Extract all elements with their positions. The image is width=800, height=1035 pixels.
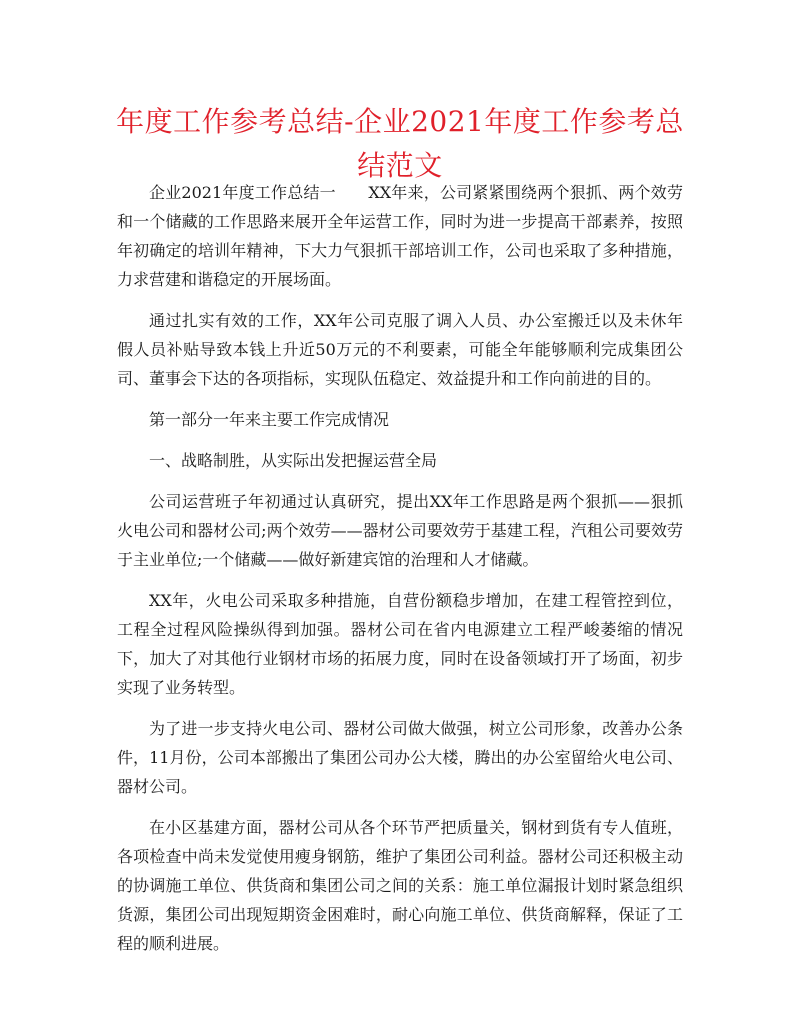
subsection-heading-strategy: 一、战略制胜，从实际出发把握运营全局 — [149, 451, 438, 470]
paragraph-construction: 在小区基建方面，器材公司从各个环节严把质量关，钢材到货有专人值班，各项检查中尚未发觉使用瘦身钢筋，维护了集团公司利益。器材公司还积极主动的协调施工单位、供货商和集团公司之间的关系：施工单位漏报计划时紧急组织货源，集团公司出现短期资金困难时，耐心向施工单位、供货商解释，保证了工程的顺利进展。 — [117, 818, 683, 953]
paragraph-office-move: 为了进一步支持火电公司、器材公司做大做强，树立公司形象，改善办公条件，11月份，公司本部搬出了集团公司办公大楼，腾出的办公室留给火电公司、器材公司。 — [117, 719, 683, 796]
paragraph-intro: 企业2021年度工作总结一 XX年来，公司紧紧围绕两个狠抓、两个效劳和一个储藏的工作思路来展开全年运营工作，同时为进一步提高干部素养，按照年初确定的培训年精神，下大力气狠抓干部培训工作，公司也采取了多种措施，力求营建和谐稳定的开展场面。 — [117, 183, 683, 289]
document-body — [117, 178, 683, 970]
document-title: 年度工作参考总结-企业2021年度工作参考总结范文 — [116, 105, 684, 182]
paragraph-company-measures: XX年，火电公司采取多种措施，自营份额稳步增加，在建工程管控到位，工程全过程风险操纵得到加强。器材公司在省内电源建立工程严峻萎缩的情况下，加大了对其他行业钢材市场的拓展力度，同时在设备领域打开了场面，初步实现了业务转型。 — [117, 591, 683, 697]
paragraph-effective-work: 通过扎实有效的工作，XX年公司克服了调入人员、办公室搬迁以及未休年假人员补贴导致本钱上升近50万元的不利要素，可能全年能够顺利完成集团公司、董事会下达的各项指标，实现队伍稳定、效益提升和工作向前进的目的。 — [117, 311, 683, 388]
paragraph-work-plan: 公司运营班子年初通过认真研究，提出XX年工作思路是两个狠抓——狠抓火电公司和器材公司;两个效劳——器材公司要效劳于基建工程，汽租公司要效劳于主业单位;一个储藏——做好新建宾馆的治理和人才储藏。 — [117, 492, 683, 569]
section-heading-part-one: 第一部分一年来主要工作完成情况 — [149, 410, 390, 429]
